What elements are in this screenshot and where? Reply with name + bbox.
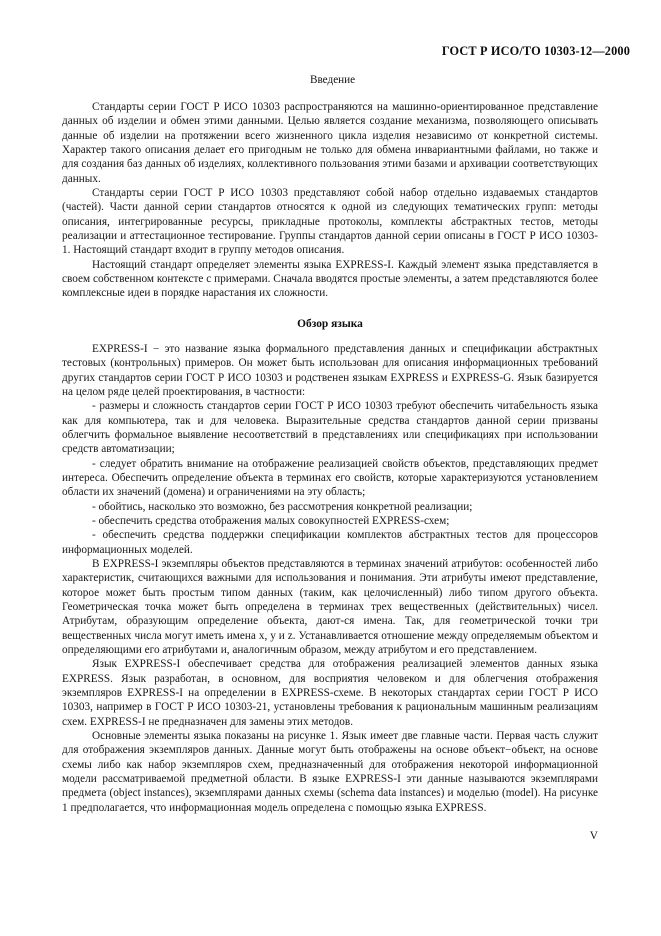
paragraph: В EXPRESS-I экземпляры объектов представляются в терминах значений атрибутов: особенностей либо характеристик, считающихся важными для использования и понимания. Эти атрибуты имеют представление, которое может быть простым типом данных (таким, как целочисленный) либо типом другого объекта. Геометрическая точка может быть определена в терминах трех вещественных (действительных) чисел. Атрибутам, образующим определение объекта, дают-ся имена. Так, для геометрической точки три вещественных числа могут иметь имена x, y и z. Устанавливается отношение между определяемым объектом и определяющими его атрибутами и, аналогичным образом, между атрибутом и его представлением. [62,557,598,657]
paragraph: Настоящий стандарт определяет элементы языка EXPRESS-I. Каждый элемент языка представляется в своем собственном контексте с примерами. Сначала вводятся простые элементы, а затем представляются более комплексные идеи в порядке нарастания их сложности. [62,258,598,300]
list-item: - обойтись, насколько это возможно, без рассмотрения конкретной реализации; [92,500,473,513]
list-item: - следует обратить внимание на отображение реализацией свойств объектов, представляющих предмет интереса. Обеспечить определение объекта в терминах его свойств, которые характеризуются установлением области их значений (домена) и ограничениями на эту область; [62,457,598,499]
list-item: - обеспечить средства поддержки спецификации комплектов абстрактных тестов для процессоров информационных моделей. [62,529,598,556]
running-header: ГОСТ Р ИСО/ТО 10303-12—2000 [441,44,630,58]
paragraph: Стандарты серии ГОСТ Р ИСО 10303 распространяются на машинно-ориентированное представление данных об изделии и обмен этими данными. Целью является создание механизма, позволяющего описывать данные об изделии на протяжении всего жизненного цикла изделия независимо от конкретной системы. Характер такого описания делает его пригодным не только для обмена инвариантными файлами, но также и для создания баз данных об изделиях, коллективного пользования этими базами и архивации соответствующих данных. [62,101,598,185]
document-body [62,74,598,815]
list-item: - размеры и сложность стандартов серии ГОСТ Р ИСО 10303 требуют обеспечить читабельность языка как для компьютера, так и для человека. Выразительные средства стандартов данной серии призваны облегчить формальное выявление несоответствий в представлениях или спецификациях при использовании средств автоматизации; [62,400,598,456]
paragraph: Стандарты серии ГОСТ Р ИСО 10303 представляют собой набор отдельно издаваемых стандартов (частей). Части данной серии стандартов относятся к одной из следующих тематических групп: методы описания, интегрированные ресурсы, прикладные протоколы, комплекты абстрактных тестов, методы реализации и аттестационное тестирование. Группы стандартов данной серии описаны в ГОСТ Р ИСО 10303-1. Настоящий стандарт входит в группу методов описания. [62,187,598,257]
paragraph: EXPRESS-I − это название языка формального представления данных и спецификации абстрактных тестовых (контрольных) примеров. Он может быть использован для описания информационных требований других стандартов серии ГОСТ Р ИСО 10303 и родственен языкам EXPRESS и EXPRESS-G. Язык базируется на целом ряде целей проектирования, в частности: [62,342,598,398]
paragraph: Язык EXPRESS-I обеспечивает средства для отображения реализацией элементов данных языка EXPRESS. Язык разработан, в основном, для восприятия человеком и для облегчения отображения экземпляров EXPRESS-I на определении в EXPRESS-схеме. В некоторых стандартах серии ГОСТ Р ИСО 10303, например в ГОСТ Р ИСО 10303-21, установлены требования к рациональным машинным реализациям схем. EXPRESS-I не предназначен для замены этих методов. [62,658,598,728]
paragraph: Основные элементы языка показаны на рисунке 1. Язык имеет две главные части. Первая часть служит для отображения экземпляров данных. Данные могут быть отображены на основе объект−объект, на основе схемы либо как набор экземпляров схем, предназначенный для отображения некоторой информационной модели рассматриваемой предметной области. В языке EXPRESS-I эти данные называются экземплярами предмета (object instances), экземплярами данных схемы (schema data instances) и моделью (model). На рисунке 1 предполагается, что информационная модель определена с помощью языка EXPRESS. [62,730,598,814]
page-number: V [589,830,598,842]
section-heading-introduction: Введение [310,74,356,86]
list-item: - обеспечить средства отображения малых совокупностей EXPRESS-схем; [92,514,450,527]
section-heading-language-overview: Обзор языка [297,317,363,330]
